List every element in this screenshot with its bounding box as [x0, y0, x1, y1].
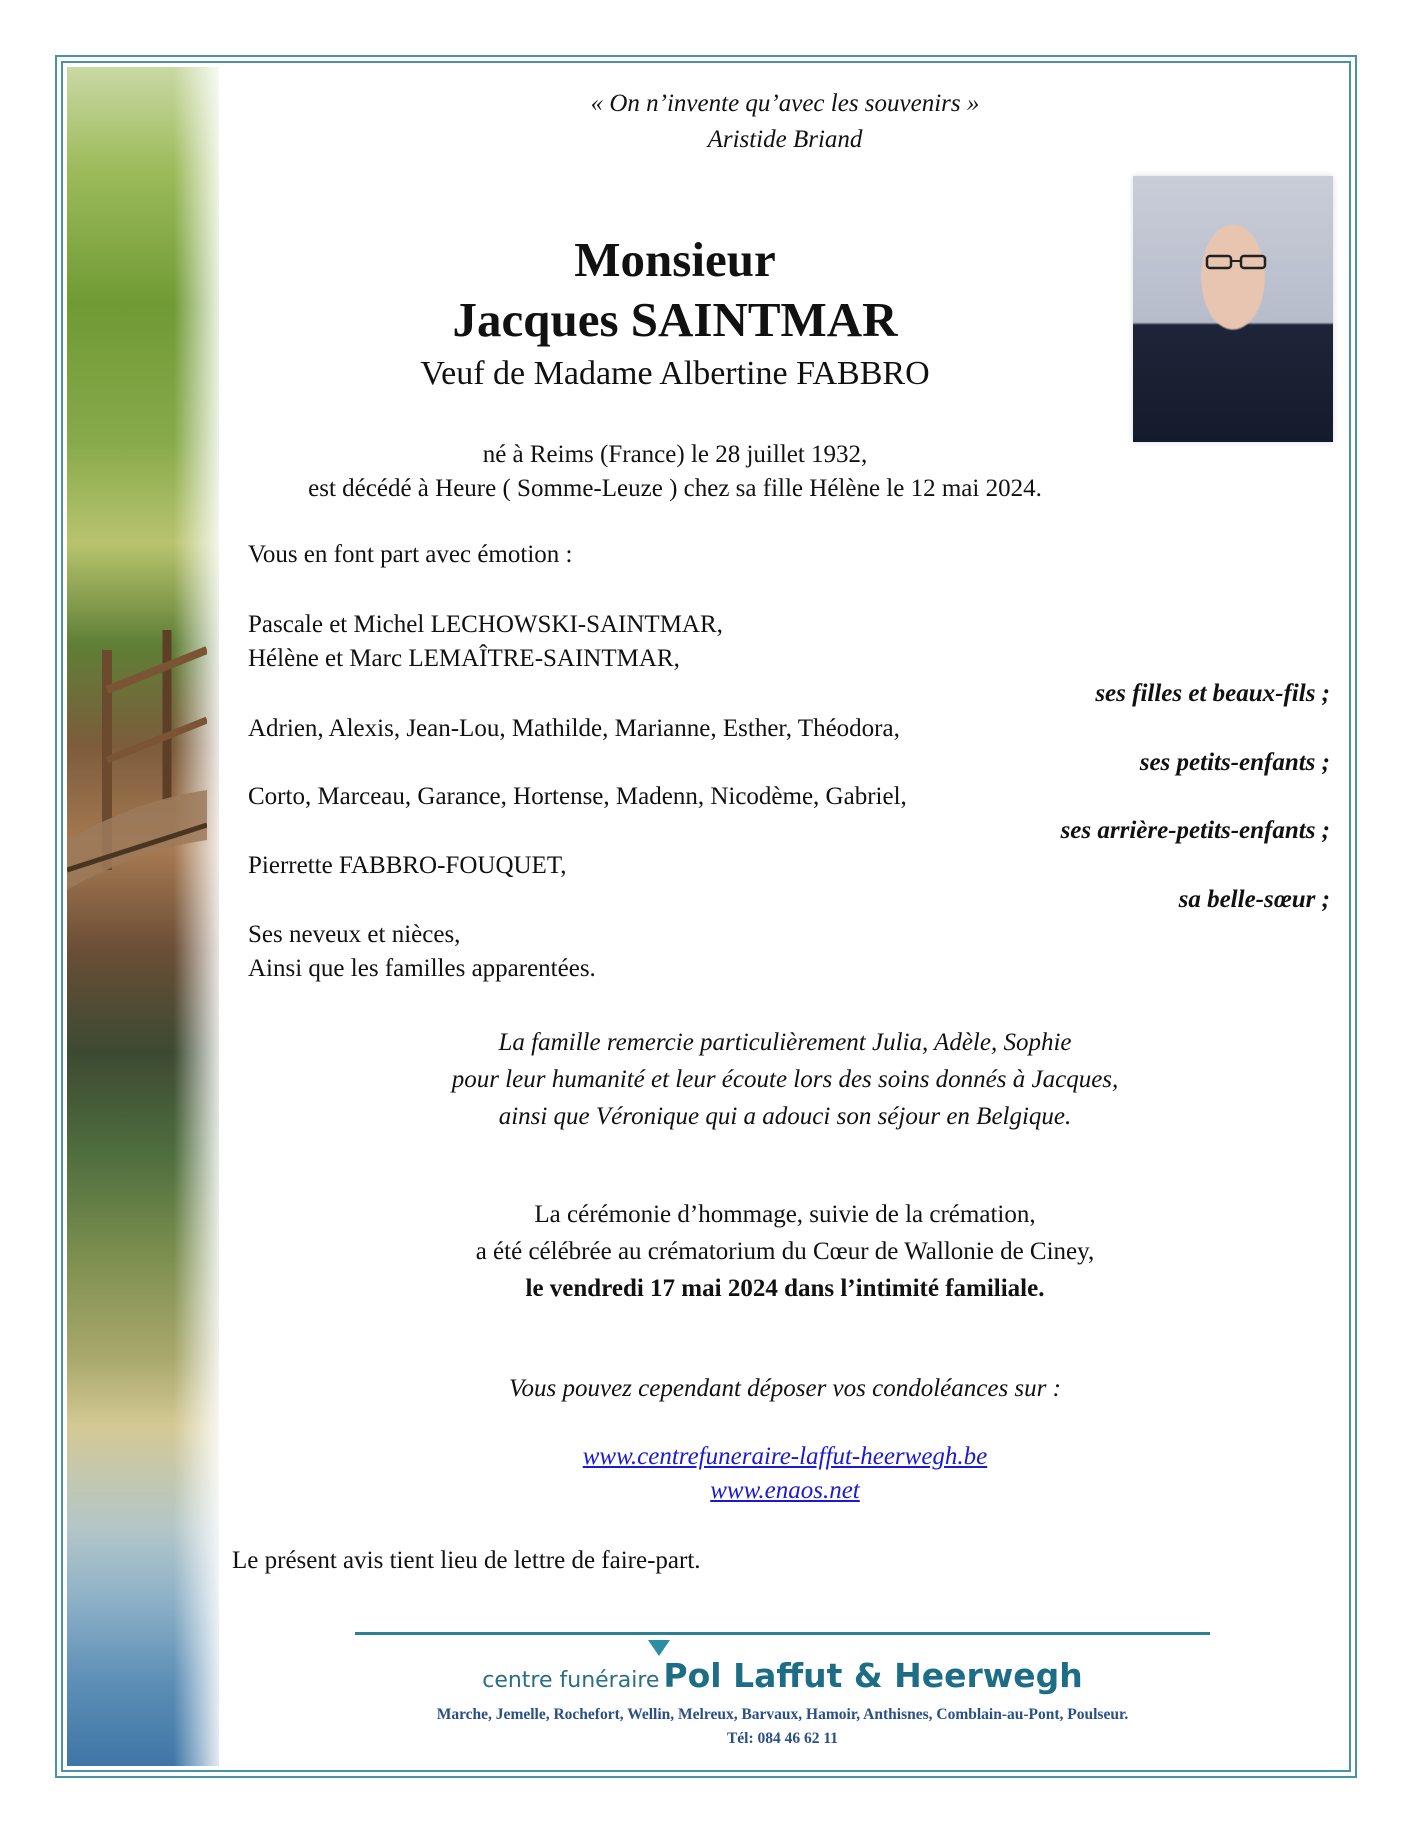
ceremony-block [230, 1196, 1340, 1307]
logo-prefix: centre funéraire [482, 1668, 660, 1693]
nephews-line: Ses neveux et nièces, [248, 921, 461, 948]
notice-line: Le présent avis tient lieu de lettre de faire-part. [232, 1547, 701, 1574]
daughters-line-1: Pascale et Michel LECHOWSKI-SAINTMAR, [248, 611, 723, 638]
quote-author: Aristide Briand [707, 126, 863, 153]
birth-death-block [230, 438, 1120, 506]
deceased-name: Jacques SAINTMAR [452, 292, 898, 347]
grandchildren-line: Adrien, Alexis, Jean-Lou, Mathilde, Marianne, Esther, Théodora, [248, 715, 900, 742]
thanks-line-2: pour leur humanité et leur écoute lors des soins donnés à Jacques, [451, 1066, 1119, 1093]
spouse-line: Veuf de Madame Albertine FABBRO [420, 355, 930, 392]
quote-text: « On n’invente qu’avec les souvenirs » [590, 90, 980, 117]
condolences-line: Vous pouvez cependant déposer vos condoléances sur : [509, 1375, 1061, 1402]
daughters-relation: ses filles et beaux-fils ; [1095, 680, 1330, 707]
related-families-line: Ainsi que les familles apparentées. [248, 955, 596, 982]
logo-triangle-icon [648, 1640, 670, 1656]
footer-towns: Marche, Jemelle, Rochefort, Wellin, Melreux, Barvaux, Hamoir, Anthisnes, Comblain-au-Pont, Poulseur. [436, 1706, 1129, 1723]
great-grandchildren-relation: ses arrière-petits-enfants ; [1060, 817, 1330, 844]
funeral-center-link[interactable]: www.centrefuneraire-laffut-heerwegh.be [582, 1443, 988, 1470]
logo-brand-name: Pol Laffut & Heerwegh [663, 1656, 1083, 1695]
enaos-link[interactable]: www.enaos.net [710, 1477, 860, 1504]
deceased-portrait-photo [1133, 176, 1333, 442]
honorific-title: Monsieur [574, 232, 776, 287]
great-grandchildren-line: Corto, Marceau, Garance, Hortense, Madenn, Nicodème, Gabriel, [248, 783, 907, 810]
footer-divider [355, 1632, 1210, 1635]
sister-in-law-relation: sa belle-sœur ; [1178, 886, 1330, 913]
sister-in-law-line: Pierrette FABBRO-FOUQUET, [248, 852, 567, 879]
links-block [230, 1440, 1340, 1508]
death-line: est décédé à Heure ( Somme-Leuze ) chez sa fille Hélène le 12 mai 2024. [308, 475, 1042, 502]
birth-line: né à Reims (France) le 28 juillet 1932, [482, 441, 868, 468]
announce-line: Vous en font part avec émotion : [248, 541, 573, 568]
thanks-line-1: La famille remercie particulièrement Julia, Adèle, Sophie [498, 1029, 1072, 1056]
funeral-center-logo [355, 1656, 1210, 1695]
thanks-line-3: ainsi que Véronique qui a adouci son séjour en Belgique. [498, 1103, 1072, 1130]
footer-phone: Tél: 084 46 62 11 [726, 1730, 839, 1747]
grandchildren-relation: ses petits-enfants ; [1139, 749, 1330, 776]
ceremony-date-line: le vendredi 17 mai 2024 dans l’intimité familiale. [525, 1275, 1045, 1302]
ceremony-line-2: a été célébrée au crématorium du Cœur de Wallonie de Ciney, [475, 1238, 1095, 1265]
epigraph-quote [230, 86, 1340, 158]
daughters-line-2: Hélène et Marc LEMAÎTRE-SAINTMAR, [248, 645, 680, 672]
thanks-block [230, 1024, 1340, 1135]
bridge-rail-illustration [67, 630, 207, 960]
glasses-illustration [1205, 254, 1267, 270]
ceremony-line-1: La cérémonie d’hommage, suivie de la crémation, [534, 1201, 1036, 1228]
